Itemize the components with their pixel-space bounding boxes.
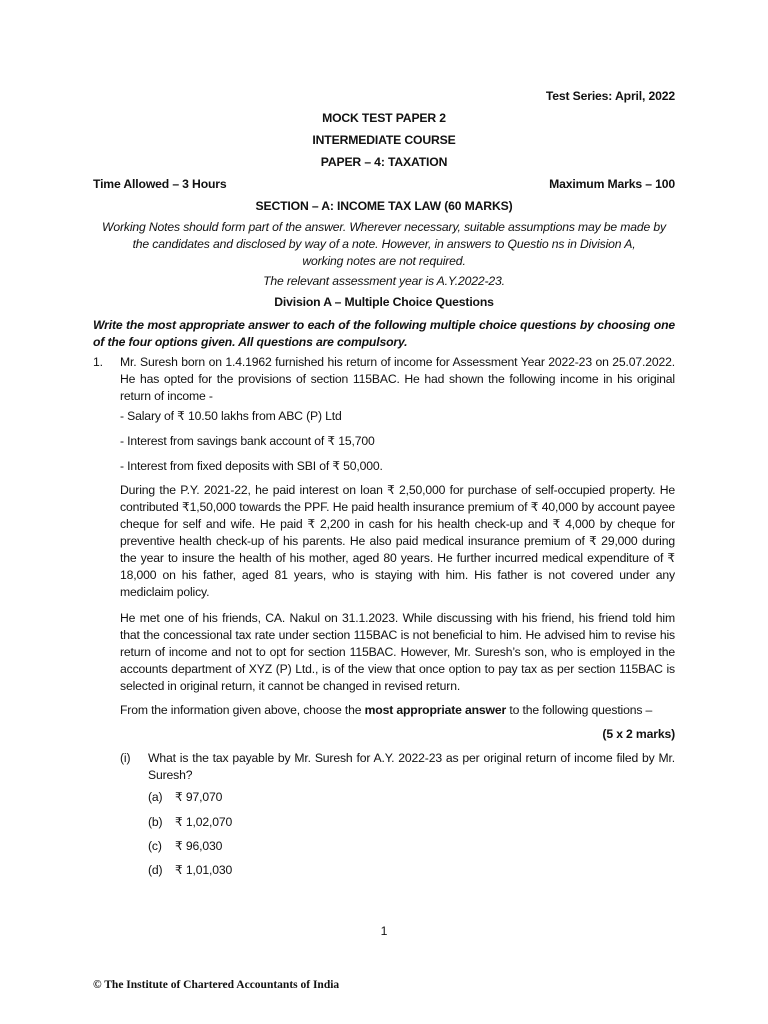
working-notes-line2: the candidates and disclosed by way of a note. However, in answers to Questio ns in Division A, bbox=[132, 237, 636, 251]
sub-question-number: (i) bbox=[120, 751, 131, 765]
income-item-savings: - Interest from savings bank account of ₹ 15,700 bbox=[120, 434, 375, 448]
question-paragraph-advice: He met one of his friends, CA. Nakul on 31.1.2023. While discussing with his friend, his friend told him that the concessional tax rate under section 115BAC is not beneficial to him. He advised him to revise his return of income and not to opt for section 115BAC. However, Mr. Suresh’s son, who is employed in the accounts department of XYZ (P) Ltd., is of the view that once option to pay tax as per section 115BAC is selected in original return, it cannot be changed in revised return. bbox=[120, 611, 675, 693]
directions-prefix: From the information given above, choose the bbox=[120, 703, 362, 717]
subject-title: PAPER – 4: TAXATION bbox=[320, 155, 448, 169]
question-directions bbox=[120, 702, 675, 719]
marks-allocation: (5 x 2 marks) bbox=[602, 727, 675, 741]
question-paragraph-expenses: During the P.Y. 2021-22, he paid interest on loan ₹ 2,50,000 for purchase of self-occupied property. He contributed ₹1,50,000 towards the PPF. He paid health insurance premium of ₹ 40,000 by account payee cheque for self and wife. He paid ₹ 2,200 in cash for his health check-up and ₹ 4,000 by cheque for preventive health check-up of his parents. He also paid medical insurance premium of ₹ 29,000 during the year to insure the health of his mother, aged 80 years. He further incurred medical expenditure of ₹ 18,000 on his father, aged 81 years, who is staying with him. His father is not covered under any mediclaim policy. bbox=[120, 483, 675, 599]
paper-title: MOCK TEST PAPER 2 bbox=[322, 111, 446, 125]
directions-bold: most appropriate answer bbox=[364, 703, 507, 717]
option-c-label: (c) bbox=[148, 839, 162, 853]
option-d-label: (d) bbox=[148, 863, 163, 877]
option-d-value: ₹ 1,01,030 bbox=[175, 863, 233, 877]
assessment-year-note: The relevant assessment year is A.Y.2022-23. bbox=[263, 274, 505, 288]
footer-copyright: © The Institute of Chartered Accountants of India bbox=[93, 979, 340, 991]
test-series: Test Series: April, 2022 bbox=[545, 89, 675, 103]
option-b-label: (b) bbox=[148, 815, 163, 829]
question-intro: Mr. Suresh born on 1.4.1962 furnished his return of income for Assessment Year 2022-23 on 25.07.2022. He has opted for the provisions of section 115BAC. He had shown the following income in his original return of income - bbox=[120, 355, 675, 403]
option-a-label: (a) bbox=[148, 790, 163, 804]
time-allowed: Time Allowed – 3 Hours bbox=[93, 177, 227, 191]
course-title: INTERMEDIATE COURSE bbox=[312, 133, 456, 147]
directions-suffix: to the following questions – bbox=[509, 703, 653, 717]
sub-question-text: What is the tax payable by Mr. Suresh for A.Y. 2022-23 as per original return of income filed by Mr. Suresh? bbox=[148, 751, 675, 782]
option-a-value: ₹ 97,070 bbox=[175, 790, 223, 804]
option-b-value: ₹ 1,02,070 bbox=[175, 815, 233, 829]
working-notes-line3: working notes are not required. bbox=[302, 254, 466, 268]
income-item-salary: - Salary of ₹ 10.50 lakhs from ABC (P) Ltd bbox=[120, 409, 342, 423]
division-heading: Division A – Multiple Choice Questions bbox=[274, 295, 494, 309]
maximum-marks: Maximum Marks – 100 bbox=[549, 177, 675, 191]
page-number: 1 bbox=[380, 924, 388, 938]
section-heading: SECTION – A: INCOME TAX LAW (60 MARKS) bbox=[255, 199, 513, 213]
question-number: 1. bbox=[93, 355, 103, 369]
instruction-text: Write the most appropriate answer to each of the following multiple choice questions by choosing one of the four options given. bbox=[93, 318, 675, 349]
option-c-value: ₹ 96,030 bbox=[175, 839, 223, 853]
instruction-compulsory: All questions are compulsory bbox=[238, 335, 405, 349]
working-notes-line1: Working Notes should form part of the answer. Wherever necessary, suitable assumptions may be made by bbox=[101, 220, 666, 234]
instructions: Write the most appropriate answer to each of the following multiple choice questions by choosing one of the four options given. All questions are compulsory. bbox=[93, 318, 675, 349]
income-item-fd: - Interest from fixed deposits with SBI of ₹ 50,000. bbox=[120, 459, 383, 473]
